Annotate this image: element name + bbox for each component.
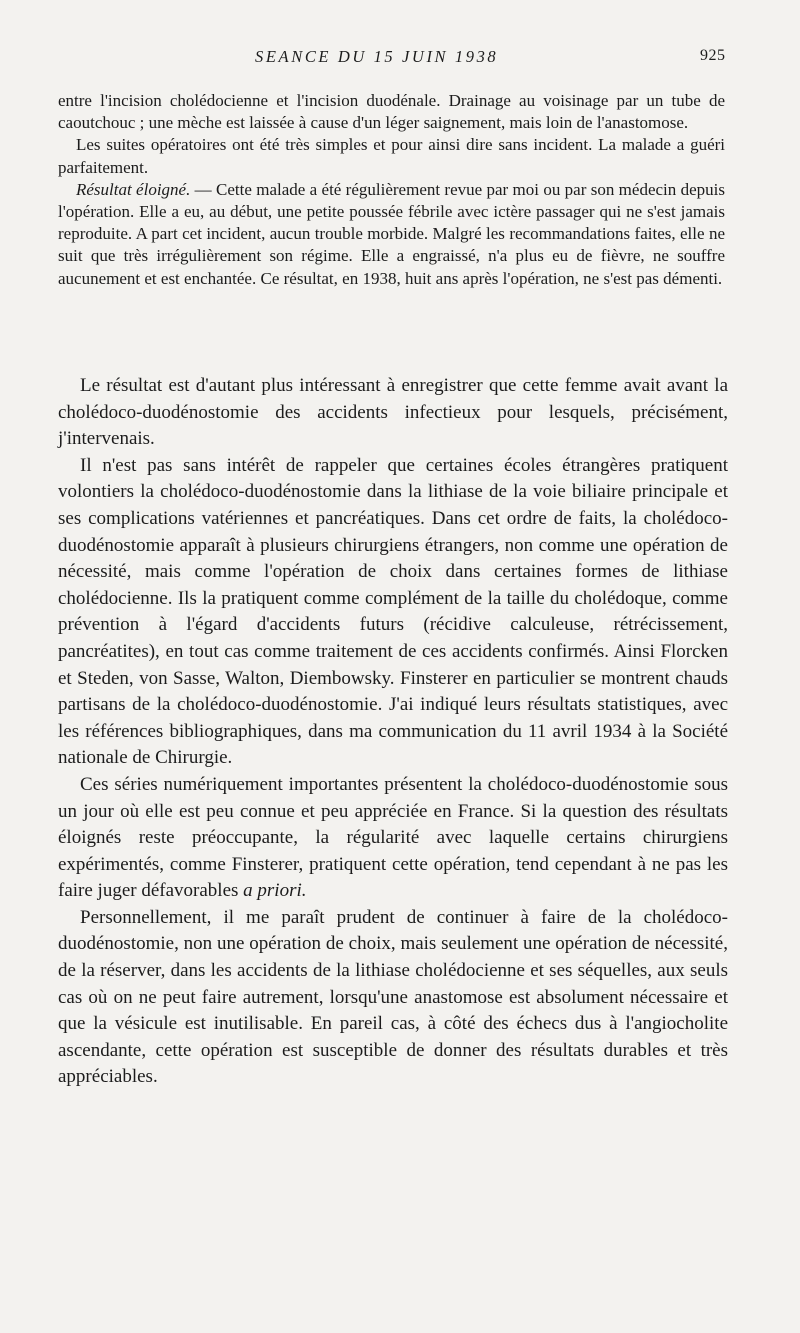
page-number: 925 bbox=[700, 47, 726, 64]
paragraph-result-interest: Le résultat est d'autant plus intéressant à enregistrer que cette femme avait avant la cholédoco-duodénostomie des accidents infectieux pour lesquels, précisément, j'intervenais. bbox=[58, 375, 728, 450]
paragraph-personal-opinion: Personnellement, il me paraît prudent de continuer à faire de la cholédoco-duodénostomie, non une opération de choix, mais seulement une opération de nécessité, de la réserver, dans les accidents de la lithiase cholédocienne et ses séquelles, aux seuls cas où on ne peut faire autrement, lorsqu'une anastomose est absolument nécessaire et que la vésicule est inutilisable. En pareil cas, à côté des échecs dus à l'angiocholite ascendante, cette opération est susceptible de donner des résultats durables et très appréciables. bbox=[58, 906, 728, 1088]
series-text: Ces séries numériquement importantes présentent la cholédoco-duodénostomie sous un jour où elle est peu connue et peu appréciée en France. Si la question des résultats éloignés reste préoccupante, la régularité avec laquelle certains chirurgiens expérimentés, comme Finsterer, pratiquent cette opération, tend cependant à ne pas les faire juger défavorables bbox=[58, 773, 728, 902]
discussion-section bbox=[58, 373, 728, 1091]
running-title: SEANCE DU 15 JUIN 1938 bbox=[255, 47, 499, 66]
paragraph-postoperative: Les suites opératoires ont été très simples et pour ainsi dire sans incident. La malade a guéri parfaitement. bbox=[58, 135, 725, 177]
paragraph-drainage: entre l'incision cholédocienne et l'incision duodénale. Drainage au voisinage par un tube de caoutchouc ; une mèche est laissée à cause d'un léger saignement, mais loin de l'anastomose. bbox=[58, 91, 725, 133]
paragraph-numerical-series bbox=[58, 772, 728, 905]
a-priori-italic: a priori. bbox=[243, 880, 307, 902]
late-result-text: — Cette malade a été régulièrement revue par moi ou par son médecin depuis l'opération. Elle a eu, au début, une petite poussée fébrile avec ictère passager qui ne s'est jamais reproduite. A part cet incident, aucun trouble morbide. Malgré les recommandations faites, elle ne suit que très irrégulièrement son régime. Elle a engraissé, n'a plus eu de fièvre, ne souffre aucunement et est enchantée. Ce résultat, en 1938, huit ans après l'opération, ne s'est pas démenti. bbox=[58, 179, 725, 288]
case-report-section bbox=[58, 90, 725, 290]
paragraph-foreign-schools: Il n'est pas sans intérêt de rappeler que certaines écoles étrangères pratiquent volontiers la cholédoco-duodénostomie dans la lithiase de la voie biliaire principale et ses complications vatériennes et pancréatiques. Dans cet ordre de faits, la cholédoco-duodénostomie apparaît à plusieurs chirurgiens étrangers, non comme une opération de nécessité, mais comme l'opération de choix dans certaines formes de lithiase cholédocienne. Ils la pratiquent comme complément de la taille du cholédoque, comme prévention à l'égard d'accidents futurs (récidive calculeuse, rétrécissement, pancréatites), en tout cas comme traitement de ces accidents confirmés. Ainsi Florcken et Steden, von Sasse, Walton, Diembowsky. Finsterer en particulier se montrent chauds partisans de la cholédoco-duodénostomie. J'ai indiqué leurs résultats statistiques, avec les références bibliographiques, dans ma communication du 11 avril 1934 à la Société nationale de Chirurgie. bbox=[58, 454, 728, 769]
paragraph-late-result bbox=[58, 179, 725, 290]
page-header bbox=[0, 47, 800, 71]
late-result-label: Résultat éloigné. bbox=[76, 179, 191, 199]
